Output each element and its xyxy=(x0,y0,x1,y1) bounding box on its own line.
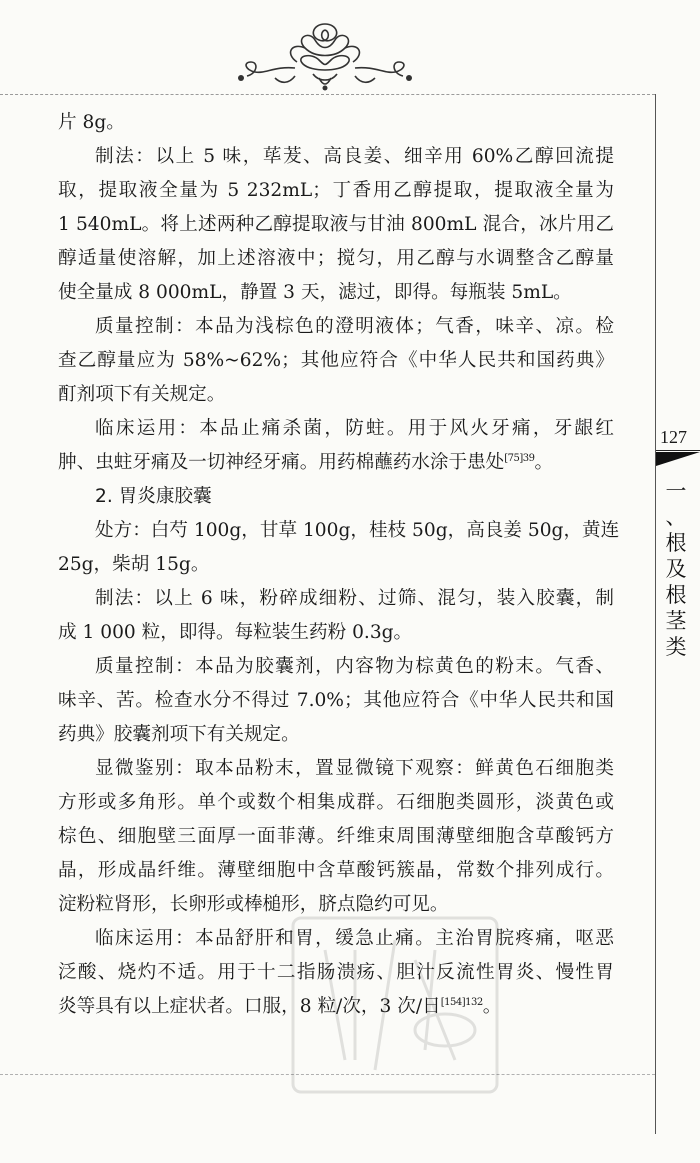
citation-ref: [154]132 xyxy=(440,996,483,1008)
line-tail: 。 xyxy=(482,996,502,1017)
text-line xyxy=(58,446,614,480)
top-dashed-rule xyxy=(0,94,655,95)
line-text: 炎等具有以上症状者。口服，8 粒/次，3 次/日 xyxy=(58,996,441,1017)
line-text: 味辛、苦。检查水分不得过 7.0%；其他应符合《中华人民共和国 xyxy=(58,690,614,711)
citation-ref: [75]39 xyxy=(504,452,535,464)
text-line xyxy=(58,650,614,684)
line-text: 质量控制：本品为浅棕色的澄明液体；气香，味辛、凉。检 xyxy=(95,316,614,337)
bottom-dashed-rule xyxy=(0,1074,655,1075)
line-text: 晶，形成晶纤维。薄壁细胞中含草酸钙簇晶，常数个排列成行。 xyxy=(58,860,614,881)
line-text: 药典》胶囊剂项下有关规定。 xyxy=(58,724,300,745)
tab-char: 茎 xyxy=(665,609,687,633)
line-text: 成 1 000 粒，即得。每粒装生药粉 0.3g。 xyxy=(58,622,413,643)
knot-ornament-icon xyxy=(235,18,415,98)
line-text: 酊剂项下有关规定。 xyxy=(58,384,226,405)
line-text: 显微鉴别：取本品粉末，置显微镜下观察：鲜黄色石细胞类 xyxy=(95,758,614,779)
tab-char: 根 xyxy=(665,531,687,555)
text-line xyxy=(58,752,614,786)
text-line xyxy=(58,786,614,820)
text-line xyxy=(58,616,614,650)
tab-char: 根 xyxy=(665,583,687,607)
text-line xyxy=(58,140,614,174)
line-text: 棕色、细胞壁三面厚一面菲薄。纤维束周围薄壁细胞含草酸钙方 xyxy=(58,826,614,847)
text-line xyxy=(58,242,614,276)
line-text: 制法：以上 5 味，荜茇、高良姜、细辛用 60%乙醇回流提 xyxy=(95,146,614,167)
line-text: 2. 胃炎康胶囊 xyxy=(95,486,212,507)
line-text: 1 540mL。将上述两种乙醇提取液与甘油 800mL 混合，冰片用乙 xyxy=(58,214,614,235)
text-line xyxy=(58,378,614,412)
text-line xyxy=(58,514,620,548)
line-text: 处方：白芍 100g，甘草 100g，桂枝 50g，高良姜 50g，黄连 xyxy=(95,520,620,541)
page-number-underline xyxy=(656,450,700,451)
margin-divider-line xyxy=(655,94,656,1134)
line-text: 醇适量使溶解，加上述溶液中；搅匀，用乙醇与水调整含乙醇量 xyxy=(58,248,614,269)
line-text: 方形或多角形。单个或数个相集成群。石细胞类圆形，淡黄色或 xyxy=(58,792,614,813)
text-line xyxy=(58,310,614,344)
section-tab-marker-icon xyxy=(656,452,700,466)
text-line xyxy=(58,990,614,1024)
page-number: 127 xyxy=(660,427,687,447)
text-line xyxy=(58,208,614,242)
text-line xyxy=(58,106,614,140)
section-tab-label xyxy=(664,478,688,660)
line-text: 取，提取液全量为 5 232mL；丁香用乙醇提取，提取液全量为 xyxy=(58,180,614,201)
text-line xyxy=(58,888,614,922)
line-text: 质量控制：本品为胶囊剂，内容物为棕黄色的粉末。气香、 xyxy=(95,656,614,677)
text-line xyxy=(58,922,614,956)
text-line xyxy=(58,854,614,888)
line-text: 片 8g。 xyxy=(58,112,125,133)
line-text: 淀粉粒肾形，长卵形或棒槌形，脐点隐约可见。 xyxy=(58,894,449,915)
tab-char: 及 xyxy=(665,557,687,581)
line-text: 25g，柴胡 15g。 xyxy=(58,554,210,575)
line-text: 使全量成 8 000mL，静置 3 天，滤过，即得。每瓶装 5mL。 xyxy=(58,282,572,303)
tab-char: 类 xyxy=(665,635,687,659)
line-text: 肿、虫蛀牙痛及一切神经牙痛。用药棉蘸药水涂于患处 xyxy=(58,452,505,473)
line-tail: 。 xyxy=(534,452,554,473)
text-line xyxy=(58,684,614,718)
text-line xyxy=(58,582,614,616)
line-text: 查乙醇量应为 58%~62%；其他应符合《中华人民共和国药典》 xyxy=(58,350,614,371)
text-line xyxy=(58,718,614,752)
text-line xyxy=(58,344,614,378)
text-line xyxy=(58,820,614,854)
line-text: 临床运用：本品止痛杀菌，防蛀。用于风火牙痛，牙龈红 xyxy=(95,418,614,439)
line-text: 制法：以上 6 味，粉碎成细粉、过筛、混匀，装入胶囊，制 xyxy=(95,588,614,609)
line-text: 临床运用：本品舒肝和胃，缓急止痛。主治胃脘疼痛，呕恶 xyxy=(95,928,614,949)
tab-char: 、 xyxy=(665,505,687,529)
body-text xyxy=(58,106,620,1024)
text-line xyxy=(58,276,614,310)
tab-char: 一 xyxy=(665,479,687,503)
section-heading xyxy=(58,480,614,514)
line-text: 泛酸、烧灼不适。用于十二指肠溃疡、胆汁反流性胃炎、慢性胃 xyxy=(58,962,614,983)
text-line xyxy=(58,548,614,582)
text-line xyxy=(58,174,614,208)
text-line xyxy=(58,956,614,990)
text-line xyxy=(58,412,614,446)
